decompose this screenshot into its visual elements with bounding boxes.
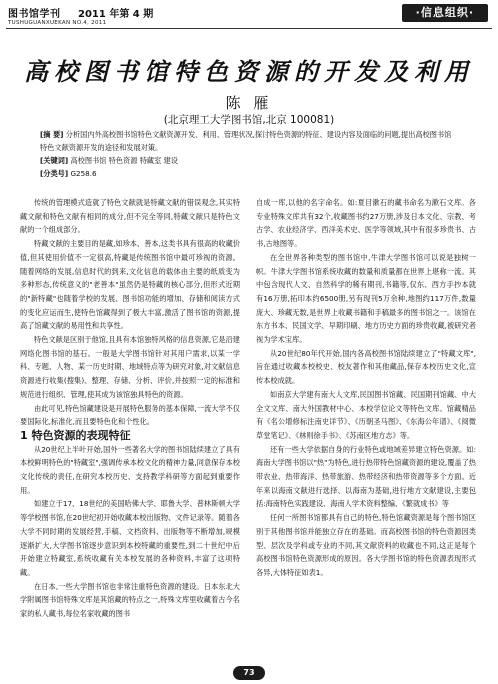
- page-number: 73: [233, 666, 265, 680]
- class-label: [分类号]: [40, 169, 69, 178]
- paragraph: 如建立于17、18世纪的美国哈佛大学、耶鲁大学、普林斯顿大学等学校图书馆,在20世纪初开始收藏本校出版物、文件记录等。随着各大学不同时期的发展经营,手稿、文档资料、出版物等不断增加,规模逐渐扩大,大学图书馆逐步意识到本校特藏的重要性,到二十世纪中后开始建立特藏室,系统收藏有关本校发展的各种资料,丰富了这项特藏。: [20, 499, 240, 577]
- paragraph: 在全世界各种类型的图书馆中,牛津大学图书馆可以说是独树一帜。牛津大学图书馆系统收藏的数量和质量都在世界上堪称一流。其中包含现代人文、自然科学的稀有期刊,书籍等,仅东、西方手抄本就有16万册,拓印本约6500册,另有现刊5万余种,地图约117万件,数量庞大、珍藏无数,是世界上收藏书籍和手稿最多的图书馆之一。该馆在东方书本、民国文学、早期印刷、地方历史方面的珍贵收藏,被研究者视为学术宝库。: [256, 252, 476, 345]
- running-header: [0, 0, 498, 30]
- journal-issue: 2011 年第 4 期: [78, 9, 154, 20]
- article-title: 高校图书馆特色资源的开发及利用: [24, 57, 474, 86]
- paragraph: 任何一所图书馆都具有自己的特色,特色馆藏资源是每个图书馆区别于其他图书馆并能独立存在的基础。而高校图书馆的特色资源因类型、层次及学科或专业的不同,其文献资料的收藏也不同,这正是每个高校图书馆特色资源形成的原因。各大学图书馆的特色资源表现形式各异,大体特征如表1。: [256, 513, 476, 577]
- abstract: [40, 128, 458, 154]
- keywords-text: 高校图书馆 特色资源 特藏室 建设: [70, 156, 178, 165]
- section-tag: ·信息组织·: [402, 4, 488, 22]
- paragraph: 在日本,一些大学图书馆也非常注重特色资源的建设。日本东北大学附属图书馆特殊文库是其馆藏的特点之一,特殊文库里收藏着古今名家的私人藏书,每位名家收藏的图书: [20, 581, 240, 619]
- class-text: G258.6: [70, 169, 97, 178]
- paragraph: 特色文献是区别于他馆,且具有本馆独特风格的信息资源,它是沿建网络化图书馆的基石。一般是大学图书馆针对其用户需求,以某一学科、专题、人物、某一历史时期、地域特点等为研究对象,对文献信息资源进行收集(搜集)、整理、存储、分析、评价,并按照一定的标准和规范进行组织、管理,使其成为该馆独具特色的资源。: [20, 335, 240, 399]
- abstract-text: 分析国内外高校图书馆特色文献资源开发、利用、管理状况,探讨特色资源的特征、建设内容及面临的问题,提出高校图书馆特色文献资源开发的途径和发展对策。: [40, 130, 452, 152]
- right-column: [256, 196, 476, 580]
- abstract-block: [40, 128, 458, 180]
- paragraph: 自成一库,以他的名字命名。如:夏目漱石的藏书命名为漱石文库。各专业特殊文库共有32个,收藏图书约27万册,涉及日本文化、宗教、考古学、农业经济学、西洋美术史、医学等领域,其中有很多珍贵书、古书,古地图等。: [256, 198, 476, 249]
- author: 陈 雁: [225, 94, 273, 112]
- journal-roman: TUSHUGUANXUEKAN NO.4, 2011: [8, 20, 107, 26]
- abstract-label: [摘 要]: [40, 130, 64, 139]
- paragraph: 特藏文献的主要目的是藏,如珍本、善本,这类书具有很高的收藏价值,但其使用价值不一定很高,特藏是传统图书馆中最可珍视的资源。随着网络的发展,信息时代的到来,文化信息的载体由主要的纸质变为多种形态,传统意义的"老善本"虽然仍是特藏的核心部分,但形式近期的"新特藏"也随着学校的发展、图书馆功能的增加、存储和阅读方式的变化应运而生,使特色馆藏得到了极大丰富,激活了图书馆的资源,提高了馆藏文献的易用性和共享性。: [20, 239, 240, 331]
- section-heading: 1 特色资源的表现特征: [20, 428, 131, 442]
- affiliation: (北京理工大学图书馆,北京 100081): [163, 114, 335, 126]
- paragraph: 如南京大学建有南大人文库,民国图书馆藏、民国期刊馆藏、中大全文文库、南大外国教材中心、本校学位论文等特色文库。馆藏精品有《名公增修标注南史详节》、《历朝圣马图》、《东海公年谱》、《阅微草堂笔记》、《林则徐手书》、《苏南区地方志》等。: [256, 389, 476, 440]
- keywords: [40, 154, 458, 167]
- left-column: [20, 196, 240, 621]
- paragraph: 从20世纪80年代开始,国内各高校图书馆陆续建立了"特藏文库",旨在通过收藏本校校史、校友著作和其他藏品,保存本校历史文化,宣传本校成就。: [256, 348, 476, 386]
- paragraph: 还有一些大学依据自身的行业特色或地域差异建立特色资源。如:海南大学图书馆以"热"为特色,进行热带特色馆藏资源的建设,覆盖了热带农业、热带海洋、热带旅游、热带经济和热带资源等多个方面。近年来以海南文献进行选择、以海南为基础,进行地方文献建设,主要包括:海南特色实践建设、海南人学术资料整编、《繁就成书》等: [256, 444, 476, 509]
- header-rule: [6, 28, 492, 29]
- paragraph: 传统的管理模式造就了特色文献就是特藏文献的错误观念,其实特藏文献和特色文献有相同的成分,但不完全等同,特藏文献只是特色文献的一个组成部分。: [20, 198, 240, 235]
- paragraph: 从20世纪上半叶开始,国外一些著名大学的图书馆陆续建立了具有本校鲜明特色的"特藏室",强调传承本校文化的精神力量,同意保存本校文化传统的责任,在研究本校历史、支持教学科研等方面起到重要作用。: [20, 444, 240, 495]
- classification: [40, 167, 458, 180]
- keywords-label: [关键词]: [40, 156, 69, 165]
- paragraph: 由此可见,特色馆藏建设是开展特色服务的基本保障,一流大学不仅要国际化,标准化,而且要特色化和个性化。: [20, 403, 240, 427]
- journal-name: 图书馆学刊: [8, 9, 61, 20]
